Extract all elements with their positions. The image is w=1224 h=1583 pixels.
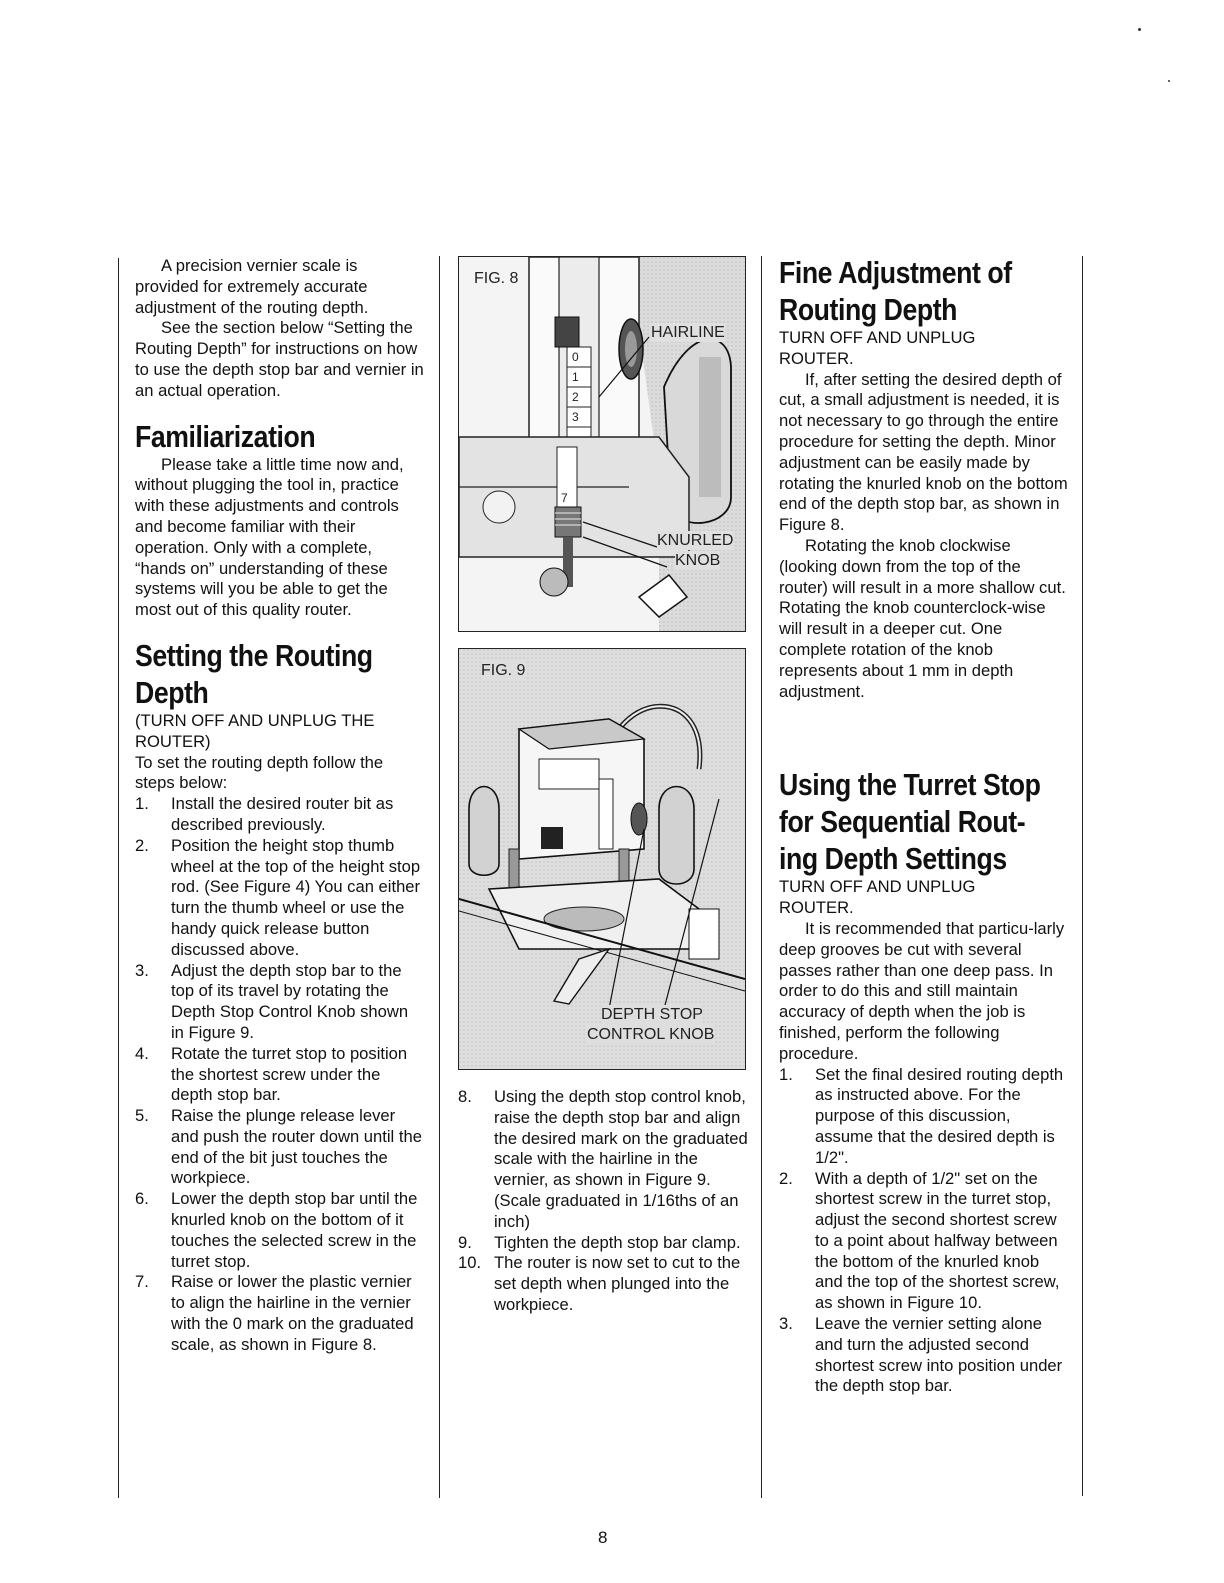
fig8-scale-1: 1 xyxy=(572,370,579,384)
list-item: 3. Adjust the depth stop bar to the top of its travel by rotating the Depth Stop Control Knob shown in Figure 9. xyxy=(135,960,409,1042)
list-item: 2. Position the height stop thumb wheel at the top of the height stop rod. (See Figure 4) You can either turn the thumb wheel or use the handy quick release button discussed above. xyxy=(135,835,421,959)
setting-depth-heading-line1: Setting the Routing xyxy=(135,637,373,673)
middle-column-steps xyxy=(458,1087,748,1316)
list-item: 10. The router is now set to cut to the set depth when plunged into the workpiece. xyxy=(458,1253,741,1314)
intro-paragraph-1: A precision vernier scale is provided for extremely accurate adjustment of the routing depth. xyxy=(135,256,369,317)
fig9-label-line2: CONTROL KNOB xyxy=(587,1026,715,1043)
turret-heading xyxy=(779,766,1069,877)
setting-depth-steps xyxy=(135,794,425,1356)
column-rule-middle-left xyxy=(439,256,440,1498)
setting-depth-heading xyxy=(135,637,425,711)
fig8-vernier-mark: 7 xyxy=(561,491,568,505)
fine-paragraph-1: If, after setting the desired depth of cut, a small adjustment is needed, it is not necessary to go through the entire procedure for setting the depth. Minor adjustment can be easily made by rotating the knurled knob on the bottom end of the depth stop bar, as shown in Figure 8. xyxy=(779,369,1068,535)
fine-adjustment-heading xyxy=(779,254,1069,328)
fine-warning: TURN OFF AND UNPLUG ROUTER. xyxy=(779,328,976,368)
familiarization-body: Please take a little time now and, without plugging the tool in, practice with these adjustments and controls and become familiar with their operation. Only with a complete, “hands on” understanding of these systems will you be able to get the most out of this quality router. xyxy=(135,454,404,620)
list-item: 2. With a depth of 1/2" set on the shortest screw in the turret stop, adjust the second shortest screw to a point about halfway between the bottom of the knurled knob and the top of the shortest screw, as shown in Figure 10. xyxy=(779,1168,1060,1313)
fine-paragraph-2: Rotating the knob clockwise (looking down from the top of the router) will result in a more shallow cut. Rotating the knob counterclock-wise will result in a deeper cut. One complete rotation of the knob represents about 1 mm in depth adjustment. xyxy=(779,535,1066,701)
list-item: 9. Tighten the depth stop bar clamp. xyxy=(458,1232,741,1252)
right-column xyxy=(779,254,1069,1397)
fine-heading-line1: Fine Adjustment of xyxy=(779,255,1012,290)
list-item: 6. Lower the depth stop bar until the knurled knob on the bottom of it touches the selected screw in the turret stop. xyxy=(135,1189,418,1271)
fig8-label-knurled: KNURLED xyxy=(657,532,734,549)
fig9-label-line1: DEPTH STOP xyxy=(601,1006,703,1023)
fine-heading-line2: Routing Depth xyxy=(779,292,958,327)
fig8-label-knob: KNOB xyxy=(675,552,721,569)
scan-speck xyxy=(1138,28,1141,31)
figure-8 xyxy=(458,256,746,632)
list-item: 7. Raise or lower the plastic vernier to align the hairline in the vernier with the 0 mark on the graduated scale, as shown in Figure 8. xyxy=(135,1272,414,1354)
figure-9 xyxy=(458,648,746,1070)
figure-8-illustration xyxy=(459,257,745,631)
page-number: 8 xyxy=(598,1528,608,1547)
turret-steps xyxy=(779,1065,1069,1398)
setting-depth-warning: (TURN OFF AND UNPLUG THE ROUTER) xyxy=(135,710,375,751)
turret-paragraph: It is recommended that particu-larly deep grooves be cut with several passes rather than one deep pass. In order to do this and still maintain accuracy of depth when the job is finished, perform the following procedure. xyxy=(779,918,1065,1063)
left-column xyxy=(135,256,425,1356)
list-item: 1. Set the final desired routing depth as instructed above. For the purpose of this discussion, assume that the desired depth is 1/2". xyxy=(779,1064,1064,1167)
fig8-label-hairline: HAIRLINE xyxy=(651,324,725,341)
column-rule-left xyxy=(118,258,119,1498)
column-rule-middle-right xyxy=(761,256,762,1498)
list-item: 5. Raise the plunge release lever and push the router down until the end of the bit just touches the workpiece. xyxy=(135,1106,422,1188)
turret-heading-line1: Using the Turret Stop xyxy=(779,767,1041,803)
setting-depth-lead: To set the routing depth follow the steps below: xyxy=(135,752,384,793)
continued-steps xyxy=(458,1087,748,1316)
fig8-scale-0: 0 xyxy=(572,350,579,364)
fig8-scale-3: 3 xyxy=(572,410,579,424)
intro-paragraph-2: See the section below “Setting the Routing Depth” for instructions on how to use the depth stop bar and vernier in an actual operation. xyxy=(135,318,424,400)
fig9-title: FIG. 9 xyxy=(481,662,526,679)
setting-depth-heading-line2: Depth xyxy=(135,674,209,710)
column-rule-right xyxy=(1082,256,1083,1496)
list-item: 3. Leave the vernier setting alone and turn the adjusted second shortest screw into position under the depth stop bar. xyxy=(779,1314,1063,1396)
list-item: 1. Install the desired router bit as described previously. xyxy=(135,794,394,834)
list-item: 4. Rotate the turret stop to position the shortest screw under the depth stop bar. xyxy=(135,1043,408,1105)
familiarization-heading: Familiarization xyxy=(135,418,316,454)
fig8-scale-2: 2 xyxy=(572,390,579,404)
list-item: 8. Using the depth stop control knob, raise the depth stop bar and align the desired mark on the graduated scale with the hairline in the vernier, as shown in Figure 9. (Scale graduated in 1/16ths of an inch) xyxy=(458,1087,748,1231)
turret-heading-line3: ing Depth Settings xyxy=(779,841,1007,877)
fig8-title: FIG. 8 xyxy=(474,270,519,287)
turret-heading-line2: for Sequential Rout- xyxy=(779,804,1026,840)
scan-speck xyxy=(1168,80,1170,82)
turret-warning: TURN OFF AND UNPLUG ROUTER. xyxy=(779,877,976,918)
